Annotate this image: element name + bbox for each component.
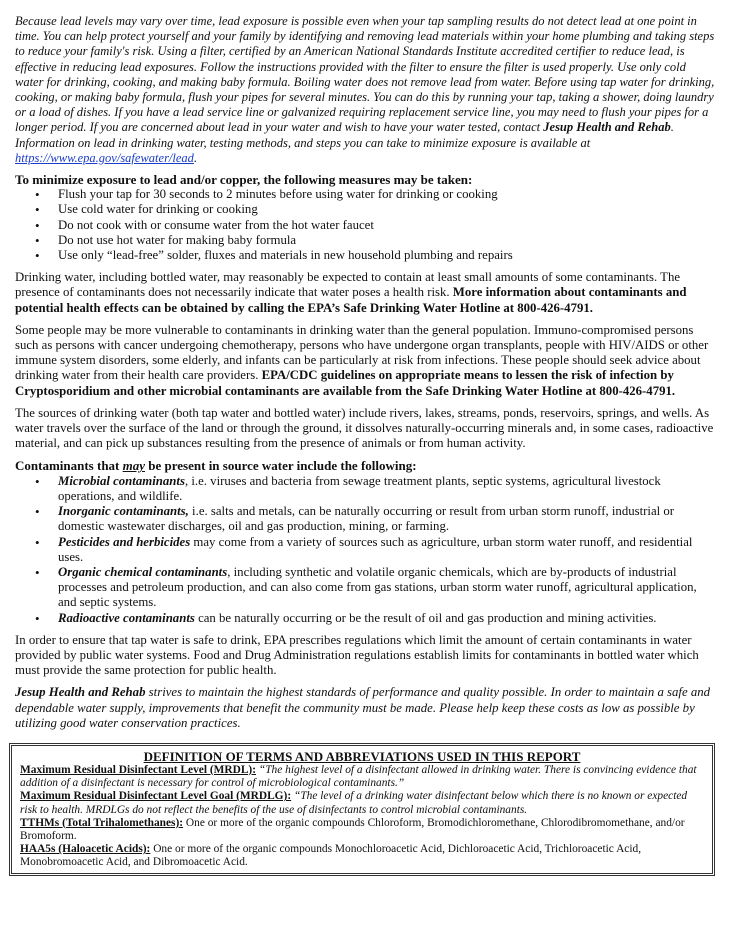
contaminants-heading-post: be present in source water include the following: bbox=[145, 458, 417, 474]
intro-org-name: Jesup Health and Rehab bbox=[543, 120, 671, 135]
contaminant-term: Inorganic contaminants, bbox=[58, 504, 189, 519]
definition-text: “The highest level of a disinfectant allowed in drinking water. There is convincing evidence that addition of a disinfectant is necessary for control of microbiological contaminants.” bbox=[20, 763, 697, 790]
contaminants-heading-pre: Contaminants that bbox=[15, 458, 123, 474]
bottled-water-paragraph bbox=[15, 270, 717, 316]
list-item bbox=[35, 611, 717, 626]
measures-heading: To minimize exposure to lead and/or copper, the following measures may be taken: bbox=[15, 172, 473, 188]
contaminant-desc: , i.e. viruses and bacteria from sewage treatment plants, septic systems, agricultural livestock operations, and wildlife. bbox=[58, 473, 661, 503]
sources-paragraph: The sources of drinking water (both tap water and bottled water) include rivers, lakes, streams, ponds, reservoirs, springs, and wells. As water travels over the surface of the land or through the ground, it dissolves naturally-occurring minerals and, in some cases, radioactive material, and can pick up substances resulting from the presence of animals or from human activity. bbox=[15, 405, 714, 451]
contaminant-term: Organic chemical contaminants bbox=[58, 564, 228, 579]
vulnerable-guideline-text: EPA/CDC guidelines on appropriate means to lessen the risk of infection by Cryptosporidium and other microbial contaminants are available from the Safe Drinking Water Hotline at 800-426-4791. bbox=[15, 368, 676, 398]
definition-term: HAA5s (Haloacetic Acids): bbox=[20, 843, 151, 856]
bottled-text: Drinking water, including bottled water, may reasonably be expected to contain at least small amounts of some contaminants. The presence of contaminants does not necessarily indicate that water poses a health risk. bbox=[15, 270, 681, 300]
lead-intro-paragraph bbox=[15, 14, 717, 166]
closing-text: strives to maintain the highest standards of performance and quality possible. In order to maintain a safe and dependable water supply, improvements that benefit the community must be made. Please help keep these costs as low as possible by utilizing good water conservation practices. bbox=[15, 685, 711, 730]
epa-lead-link[interactable]: https://www.epa.gov/safewater/lead bbox=[15, 150, 194, 165]
closing-paragraph bbox=[15, 685, 717, 731]
contaminant-term: Pesticides and herbicides bbox=[58, 534, 191, 549]
contaminant-desc: can be naturally occurring or be the result of oil and gas production and mining activities. bbox=[194, 610, 657, 625]
vulnerable-paragraph bbox=[15, 323, 717, 399]
contaminant-term: Radioactive contaminants bbox=[58, 610, 195, 625]
bottled-hotline-text: More information about contaminants and potential health effects can be obtained by calling the EPA’s Safe Drinking Water Hotline at 800-426-4791. bbox=[15, 285, 687, 315]
definition-term: Maximum Residual Disinfectant Level Goal (MRDLG): bbox=[20, 790, 292, 803]
definition-term: TTHMs (Total Trihalomethanes): bbox=[20, 816, 184, 829]
list-item bbox=[35, 565, 717, 611]
regulations-paragraph: In order to ensure that tap water is safe to drink, EPA prescribes regulations which limit the amount of certain contaminants in water provided by public water systems. Food and Drug Administration regulations establish limits for contaminants in bottled water which must provide the same protection for public health. bbox=[15, 632, 699, 678]
closing-org-name: Jesup Health and Rehab bbox=[15, 685, 146, 700]
list-item: • Use only “lead-free” solder, fluxes and materials in new household plumbing and repairs bbox=[35, 248, 717, 263]
list-item: • Do not use hot water for making baby formula bbox=[35, 233, 717, 248]
intro-text-2: . Information on lead in drinking water, testing methods, and steps you can take to minimize exposure is available at bbox=[15, 120, 674, 150]
definition-text: “The level of a drinking water disinfectant below which there is no known or expected risk to health. MRDLGs do not reflect the benefits of the use of disinfectants to control microbial contaminants. bbox=[20, 790, 688, 816]
intro-text-3: . bbox=[193, 150, 198, 165]
definitions-box bbox=[9, 743, 715, 876]
definition-text: One or more of the organic compounds Chloroform, Bromodichloromethane, Chlorodibromomethane, and/or Bromoform. bbox=[20, 816, 685, 842]
definition-item bbox=[20, 817, 704, 843]
contaminants-heading bbox=[15, 458, 717, 473]
contaminant-desc: may come from a variety of sources such as agriculture, urban storm water runoff, and residential uses. bbox=[58, 534, 693, 564]
contaminant-desc: , including synthetic and volatile organic chemicals, which are by-products of industrial processes and petroleum production, and can also come from gas stations, urban storm water runoff, agricultural application, and septic systems. bbox=[58, 564, 697, 610]
measures-list bbox=[15, 187, 717, 263]
definitions-title: DEFINITION OF TERMS AND ABBREVIATIONS USED IN THIS REPORT bbox=[143, 748, 581, 764]
definition-item bbox=[20, 764, 704, 790]
vulnerable-text: Some people may be more vulnerable to contaminants in drinking water than the general population. Immuno-compromised persons such as persons with cancer undergoing chemotherapy, persons who have undergone organ transplants, people with HIV/AIDS or other immune system disorders, some elderly, and infants can be particularly at risk from infections. These people should seek advice about drinking water from their health care providers. bbox=[15, 322, 709, 383]
definition-term: Maximum Residual Disinfectant Level (MRDL): bbox=[20, 763, 257, 776]
definition-text: One or more of the organic compounds Monochloroacetic Acid, Dichloroacetic Acid, Trichloroacetic Acid, Monobromoacetic Acid, and Dibromoacetic Acid. bbox=[20, 843, 642, 869]
list-item: • Do not cook with or consume water from the hot water faucet bbox=[35, 218, 717, 233]
list-item: • Use cold water for drinking or cooking bbox=[35, 202, 717, 217]
contaminant-term: Microbial contaminants bbox=[58, 473, 185, 488]
contaminants-list bbox=[15, 474, 717, 626]
list-item bbox=[35, 504, 717, 534]
contaminant-desc: i.e. salts and metals, can be naturally occurring or result from urban storm runoff, industrial or domestic wastewater discharges, oil and gas production, mining, or farming. bbox=[58, 504, 675, 534]
intro-text-1: Because lead levels may vary over time, lead exposure is possible even when your tap sampling results do not detect lead at one point in time. You can help protect yourself and your family by identifying and removing lead materials within your home plumbing and taking steps to reduce your family's risk. Using a filter, certified by an American National Standards Institute accredited certifier to reduce lead, is effective in reducing lead exposures. Follow the instructions provided with the filter to ensure the filter is used properly. Use only cold water for drinking, cooking, and making baby formula. Boiling water does not remove lead from water. Before using tap water for drinking, cooking, or making baby formula, flush your pipes for several minutes. You can do this by running your tap, taking a shower, doing laundry or a load of dishes. If you have a lead service line or galvanized requiring replacement service line, you may need to flush your pipes for a longer period. If you are concerned about lead in your water and wish to have your water tested, contact bbox=[15, 14, 715, 135]
definition-item bbox=[20, 790, 704, 816]
contaminants-heading-may: may bbox=[122, 458, 146, 474]
list-item bbox=[35, 535, 717, 565]
list-item bbox=[35, 474, 717, 504]
definition-item bbox=[20, 843, 704, 869]
list-item: • Flush your tap for 30 seconds to 2 minutes before using water for drinking or cooking bbox=[35, 187, 717, 202]
